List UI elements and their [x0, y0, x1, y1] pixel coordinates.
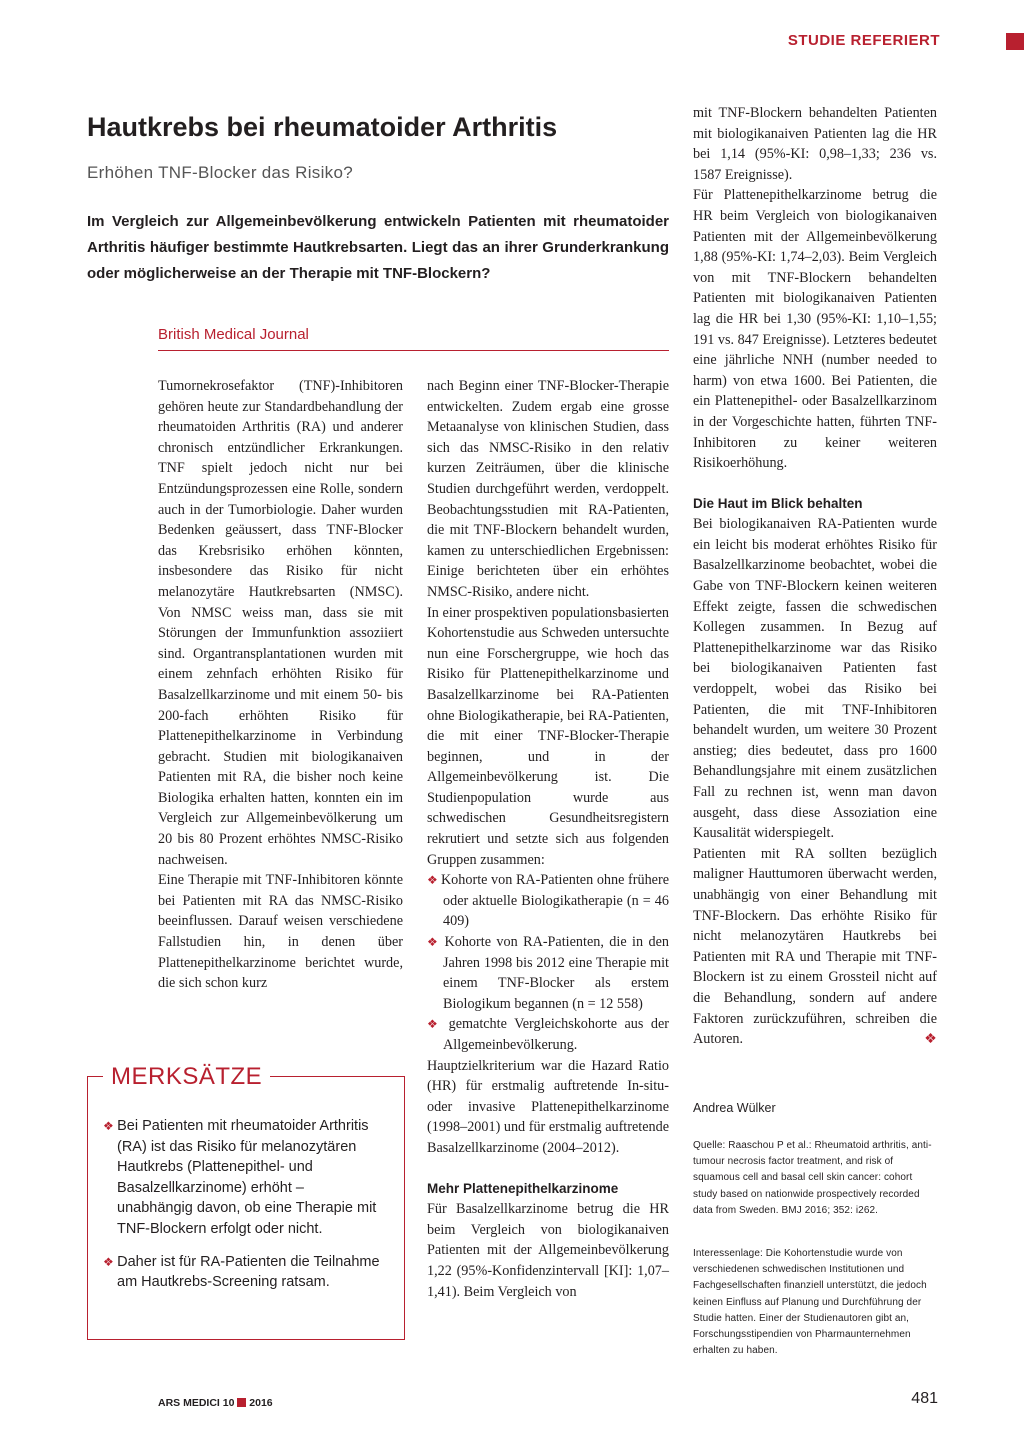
- cohort-bullet: ❖ gematchte Vergleichskohorte aus der Allgemeinbevölkerung.: [427, 1016, 669, 1053]
- diamond-bullet-icon: ❖: [427, 1017, 449, 1032]
- section-label: STUDIE REFERIERT: [787, 32, 940, 49]
- source-divider: [158, 350, 669, 351]
- col2-paragraph-2: In einer prospektiven populationsbasierten Kohortenstudie aus Schweden untersuchte nun eine Forschergruppe, wie hoch das Risiko für Plattenepithelkarzinome und Basalzellkarzinome bei RA-Patienten ohne Biologikatherapie, bei RA-Patienten, die mit einer TNF-Blocker-Therapie beginnen, und in der Allgemeinbevölkerung ist. Die Studienpopulation wurde aus schwedischen Gesundheitsregistern rekrutiert und setzte sich aus folgenden Gruppen zusammen:: [427, 604, 669, 868]
- footer-square-icon: [237, 1398, 246, 1407]
- merksaetze-item: [103, 1252, 383, 1293]
- merksaetze-item-text: Bei Patienten mit rheumatoider Arthritis (RA) ist das Risiko für melanozytären Hautkrebs (Plattenepithel- und Basalzellkarzinome) erhöht – unabhängig davon, ob eine Therapie mit TNF-Blockern erfolgt oder nicht.: [117, 1118, 377, 1237]
- page-number: 481: [911, 1390, 938, 1407]
- source-label: British Medical Journal: [158, 326, 309, 343]
- column-3: [693, 103, 937, 1050]
- col2-paragraph-1: nach Beginn einer TNF-Blocker-Therapie entwickelten. Zudem ergab eine grosse Metaanalyse von klinischen Studien, dass sich das NMSC-Risiko in den relativ kurzen Zeiträumen, über die klinische Studien durchgeführt werden, verdoppelt. Beobachtungsstudien mit RA-Patienten, die mit TNF-Blockern behandelt wurden, kamen zu unterschiedlichen Ergebnissen: Einige berichteten über ein erhöhtes NMSC-Risiko, andere nicht.: [427, 378, 669, 600]
- merksaetze-item: [103, 1116, 383, 1240]
- col3-paragraph-1: mit TNF-Blockern behandelten Patienten mit biologikanaiven Patienten lag die HR bei 1,14 (95%-KI: 0,98–1,33; 236 vs. 1587 Ereignisse).: [693, 105, 937, 183]
- col2-paragraph-4: Für Basalzellkarzinome betrug die HR beim Vergleich von biologikanaiven Patienten mit der Allgemeinbevölkerung 1,22 (95%-Konfidenzintervall [KI]: 1,07–1,41). Beim Vergleich von: [427, 1201, 669, 1300]
- diamond-end-icon: ❖: [924, 1031, 937, 1048]
- col3-paragraph-4: Patienten mit RA sollten bezüglich maligner Hauttumoren überwacht werden, unabhängig von einer Behandlung mit TNF-Blockern. Das erhöhte Risiko für nicht melanozytären Hautkrebs bei Patienten mit RA und Therapie mit TNF-Blockern ist zu einem Grossteil nicht auf die Behandlung, sondern auf andere Faktoren zurückzuführen, schreiben die Autoren. ❖: [693, 844, 937, 1050]
- col2-paragraph-3: Hauptzielkriterium war die Hazard Ratio (HR) für erstmalig auftretende In-situ- oder invasive Plattenepithelkarzinome (1998–2001) und für erstmalig auftretende Basalzellkarzinome (2004–2012).: [427, 1057, 669, 1156]
- source-reference: Quelle: Raaschou P et al.: Rheumatoid arthritis, anti-tumour necrosis factor treatment, and risk of squamous cell and basal cell skin cancer: cohort study based on nationwide prospectively recorded data from Sweden. BMJ 2016; 352: i262.: [693, 1140, 932, 1216]
- column-1: [158, 376, 403, 994]
- diamond-bullet-icon: ❖: [103, 1119, 118, 1133]
- diamond-bullet-icon: ❖: [103, 1254, 118, 1269]
- section-square-icon: [1006, 33, 1024, 50]
- col1-paragraph-1: Tumornekrosefaktor (TNF)-Inhibitoren gehören heute zur Standardbehandlung der rheumatoiden Arthritis (RA) und anderer chronisch entzündlicher Erkrankungen. TNF spielt jedoch nicht nur bei Entzündungsprozessen eine Rolle, sondern auch in der Tumorbiologie. Daher wurden Bedenken geäussert, dass TNF-Blocker das Krebsrisiko erhöhen könnten, insbesondere das Risiko für nicht melanozytäre Hautkrebsarten (NMSC). Von NMSC weiss man, dass sie mit Störungen der Immunfunktion assoziiert sind. Organtransplantationen wurden mit einem zehnfach erhöhten Risiko für Basalzellkarzinome und mit einem 50- bis 200-fach erhöhten Risiko für Plattenepithelkarzinome in Verbindung gebracht. Studien mit biologikanaiven Patienten mit RA, die bisher noch keine Biologika erhalten hatten, konnten ein im Vergleich zur Allgemeinbevölkerung um 20 bis 80 Prozent erhöhtes NMSC-Risiko nachweisen.: [158, 378, 403, 868]
- merksaetze-list: [103, 1116, 383, 1305]
- col1-paragraph-2: Eine Therapie mit TNF-Inhibitoren könnte bei Patienten mit RA das NMSC-Risiko beeinflussen. Darauf weisen verschiedene Fallstudien hin, in denen über Plattenepithelkarzinome berichtet wurde, die sich schon kurz: [158, 872, 403, 992]
- merksaetze-title: MERKSÄTZE: [103, 1063, 270, 1091]
- diamond-bullet-icon: ❖: [427, 873, 441, 888]
- col3-paragraph-3: Bei biologikanaiven RA-Patienten wurde ein leicht bis moderat erhöhtes Risiko für Basalzellkarzinome beobachtet, wobei die Gabe von TNF-Blockern keinen weiteren Effekt zeigte, fassen die schwedischen Kollegen zusammen. In Bezug auf Plattenepithelkarzinome war das Risiko bei biologikanaiven Patienten fast verdoppelt, wobei das Risiko bei Patienten, die mit TNF-Inhibitoren behandelt wurden, um weitere 30 Prozent anstieg; dies bedeutet, dass pro 1600 Behandlungsjahre mit einem zusätzlichen Fall zu rechnen ist, wenn man davon ausgeht, dass diese Assoziation eine Kausalität widerspiegelt.: [693, 516, 937, 842]
- cohort-bullet: ❖ Kohorte von RA-Patienten, die in den Jahren 1998 bis 2012 eine Therapie mit einem TNF-Blocker als erstem Biologikum begannen (n = 12 558): [427, 934, 669, 1012]
- diamond-bullet-icon: ❖: [427, 935, 445, 950]
- col3-heading: Die Haut im Blick behalten: [693, 495, 863, 511]
- col2-heading: Mehr Plattenepithelkarzinome: [427, 1180, 619, 1196]
- column-2: [427, 376, 669, 1302]
- article-title: Hautkrebs bei rheumatoider Arthritis: [87, 112, 558, 142]
- article-subtitle: Erhöhen TNF-Blocker das Risiko?: [87, 163, 353, 182]
- author: Andrea Wülker: [693, 1101, 776, 1115]
- col3-paragraph-2: Für Plattenepithelkarzinome betrug die HR beim Vergleich von biologikanaiven Patienten mit der Allgemeinbevölkerung 1,88 (95%-KI: 1,74–2,03). Beim Vergleich von mit TNF-Blockern behandelten Patienten mit biologikanaiven Patienten lag die HR bei 1,30 (95%-KI: 1,10–1,55; 191 vs. 847 Ereignisse). Letzteres bedeutet eine jährliche NNH (number needed to harm) von etwa 1600. Bei Patienten, die ein Plattenepithel- oder Basalzellkarzinom in der Vorgeschichte hatten, führten TNF-Inhibitoren zu keiner weiteren Risikoerhöhung.: [693, 187, 937, 472]
- footer-journal: [158, 1397, 273, 1409]
- cohort-bullet: ❖ Kohorte von RA-Patienten ohne frühere oder aktuelle Biologikatherapie (n = 46 409): [427, 872, 669, 930]
- footer-journal-name: ARS MEDICI 10: [158, 1397, 235, 1409]
- merksaetze-item-text: Daher ist für RA-Patienten die Teilnahme am Hautkrebs-Screening ratsam.: [117, 1253, 380, 1291]
- conflict-of-interest: Interessenlage: Die Kohortenstudie wurde von verschiedenen schwedischen Institutionen und Fachgesellschaften finanziell unterstützt, die jedoch keinen Einfluss auf Planung und Durchführung der Studie hatten. Einer der Studienautoren gibt an, Forschungsstipendien von Pharmaunternehmen erhalten zu haben.: [693, 1248, 927, 1357]
- article-lead: Im Vergleich zur Allgemeinbevölkerung entwickeln Patienten mit rheumatoider Arthritis häufiger bestimmte Hautkrebsarten. Liegt das an ihrer Grunderkrankung oder möglicherweise an der Therapie mit TNF-Blockern?: [87, 213, 669, 282]
- footer-year: 2016: [249, 1397, 273, 1409]
